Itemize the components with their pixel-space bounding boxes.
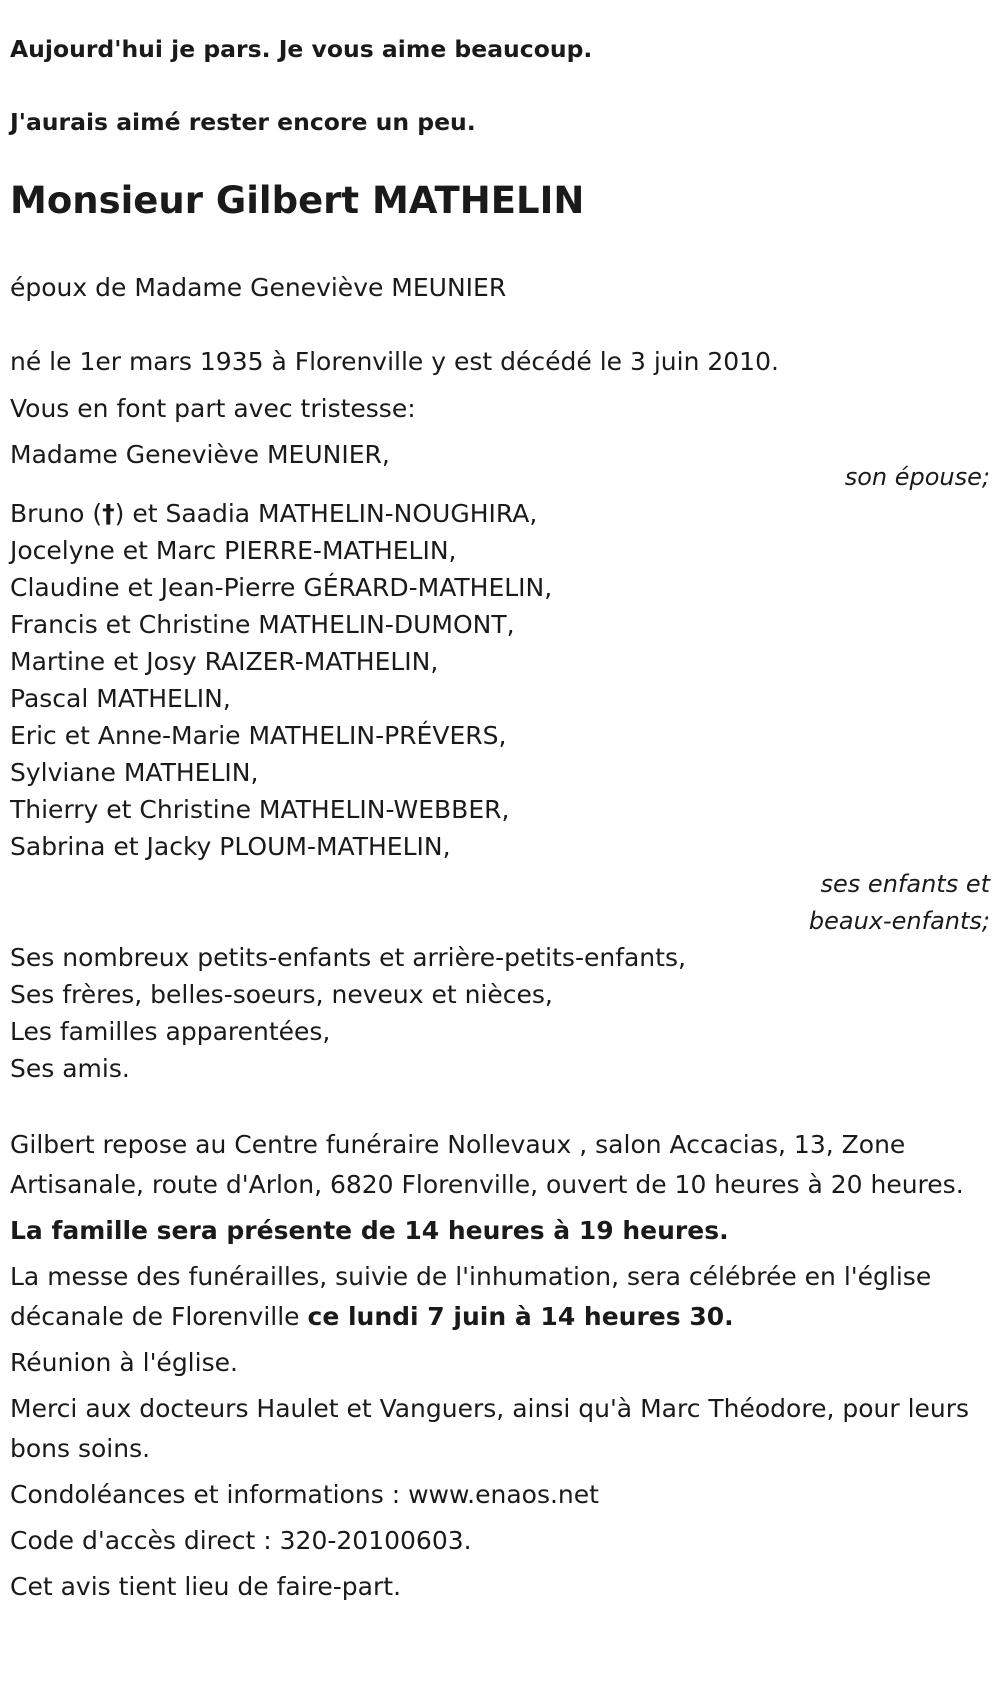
cross-icon: † (102, 498, 115, 528)
others-line: Ses frères, belles-soeurs, neveux et nièces, (10, 979, 553, 1009)
birth-death-line: né le 1er mars 1935 à Florenville y est décédé le 3 juin 2010. (10, 346, 779, 376)
child-line-first (10, 494, 990, 534)
child-line: Martine et Josy RAIZER-MATHELIN, (10, 646, 439, 676)
mass-text: La messe des funérailles, suivie de l'inhumation, sera célébrée en l'église décanale de Florenville (10, 1261, 932, 1331)
intro-line-2: J'aurais aimé rester encore un peu. (10, 108, 476, 136)
condolences-line: Condoléances et informations : www.enaos.net (10, 1479, 599, 1509)
child-line: Sabrina et Jacky PLOUM-MATHELIN, (10, 831, 451, 861)
wife-name: Madame Geneviève MEUNIER, (10, 439, 390, 469)
children-role-line-1: ses enfants et (820, 869, 990, 898)
child-line: Pascal MATHELIN, (10, 683, 231, 713)
others-line: Ses nombreux petits-enfants et arrière-petits-enfants, (10, 942, 686, 972)
others-line: Les familles apparentées, (10, 1016, 331, 1046)
child-line: Francis et Christine MATHELIN-DUMONT, (10, 609, 515, 639)
obituary-notice (10, 0, 990, 1607)
child-first-after: ) et Saadia MATHELIN-NOUGHIRA, (114, 498, 538, 528)
mass-date: ce lundi 7 juin à 14 heures 30. (307, 1301, 734, 1331)
family-presence: La famille sera présente de 14 heures à 19 heures. (10, 1215, 729, 1245)
mass-paragraph (10, 1257, 990, 1337)
child-line: Thierry et Christine MATHELIN-WEBBER, (10, 794, 510, 824)
children-role-line-2: beaux-enfants; (808, 906, 990, 935)
reunion-line: Réunion à l'église. (10, 1347, 238, 1377)
spouse-line: époux de Madame Geneviève MEUNIER (10, 272, 507, 302)
others-line: Ses amis. (10, 1053, 130, 1083)
closing-line: Cet avis tient lieu de faire-part. (10, 1571, 402, 1601)
announce-line: Vous en font part avec tristesse: (10, 393, 416, 423)
child-first-before: Bruno ( (10, 498, 103, 528)
child-line: Claudine et Jean-Pierre GÉRARD-MATHELIN, (10, 572, 553, 602)
child-line: Sylviane MATHELIN, (10, 757, 259, 787)
intro-line-1: Aujourd'hui je pars. Je vous aime beaucoup. (10, 34, 593, 63)
child-line: Eric et Anne-Marie MATHELIN-PRÉVERS, (10, 720, 507, 750)
wife-role: son épouse; (844, 462, 990, 491)
repose-paragraph: Gilbert repose au Centre funéraire Nollevaux , salon Accacias, 13, Zone Artisanale, route d'Arlon, 6820 Florenville, ouvert de 10 heures à 20 heures. (10, 1129, 964, 1199)
thanks-paragraph: Merci aux docteurs Haulet et Vanguers, ainsi qu'à Marc Théodore, pour leurs bons soins. (10, 1393, 970, 1463)
deceased-name: Monsieur Gilbert MATHELIN (10, 178, 585, 222)
access-code-line: Code d'accès direct : 320-20100603. (10, 1525, 472, 1555)
child-line: Jocelyne et Marc PIERRE-MATHELIN, (10, 535, 457, 565)
